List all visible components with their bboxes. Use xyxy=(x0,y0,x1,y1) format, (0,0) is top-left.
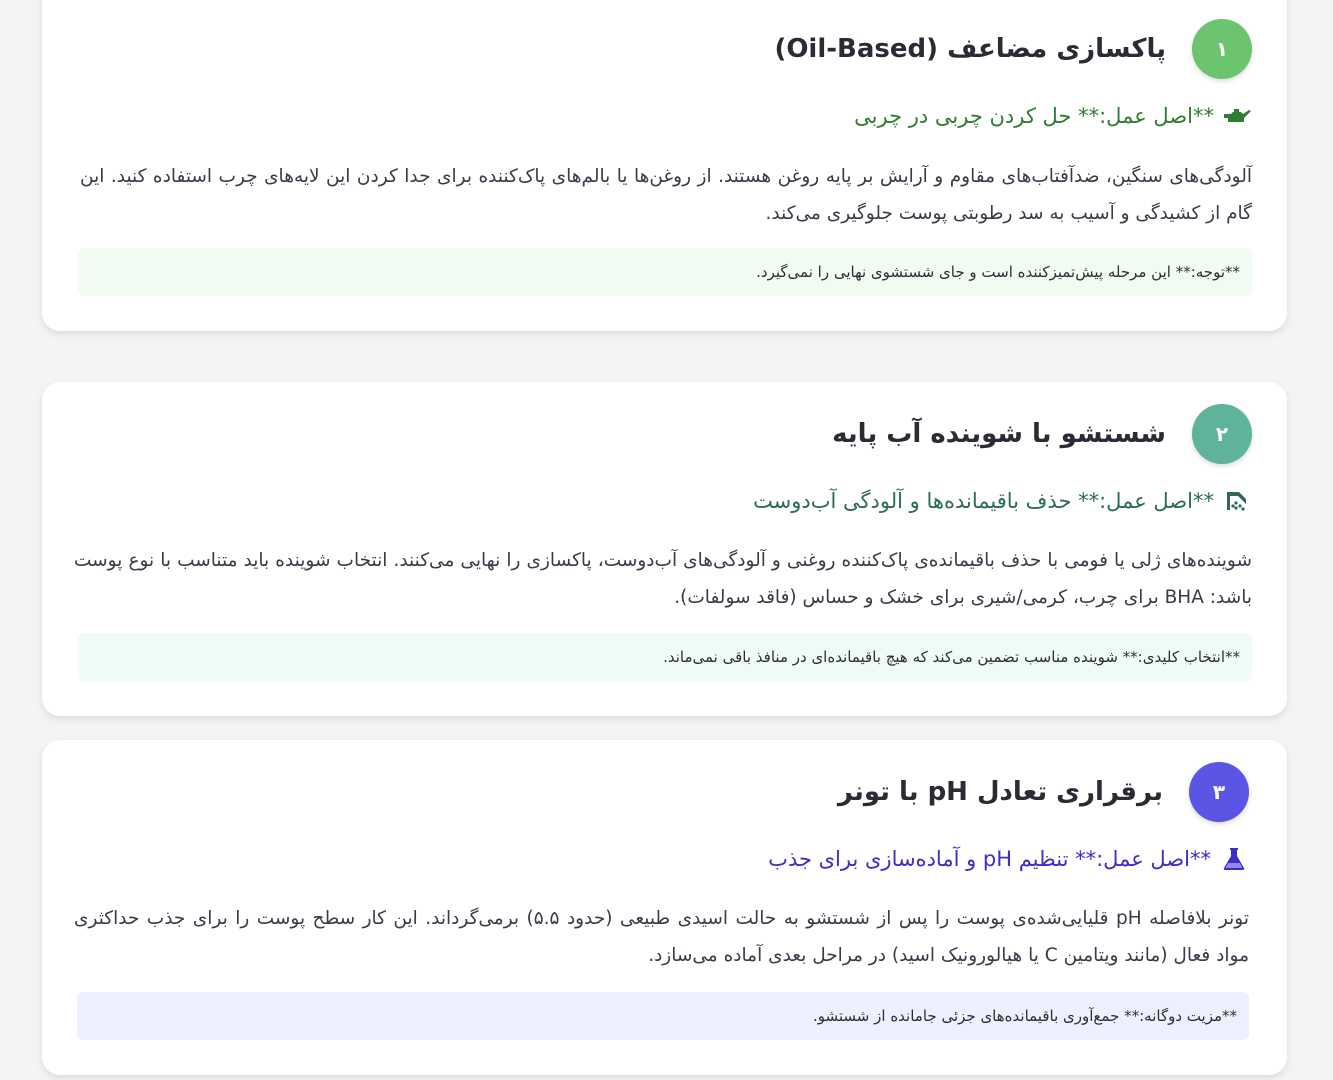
step-principle xyxy=(768,847,1249,871)
step-title: برقراری تعادل pH با تونر xyxy=(837,777,1163,807)
principle-text: **اصل عمل:** حذف باقیمانده‌ها و آلودگی آب‌دوست xyxy=(753,489,1214,513)
step-card-2 xyxy=(42,382,1287,716)
step-description: آلودگی‌های سنگین، ضدآفتاب‌های مقاوم و آرایش بر پایه روغن هستند. از روغن‌ها یا بالم‌های پاک‌کننده برای جدا کردن این لایه‌های چرب استفاده کنید. این گام از کشیدگی و آسیب به سد رطوبتی پوست جلوگیری می‌کند. xyxy=(80,166,1252,224)
step-note: **مزیت دوگانه:** جمع‌آوری باقیمانده‌های جزئی جامانده از شستشو. xyxy=(77,992,1249,1040)
step-note: **انتخاب کلیدی:** شوینده مناسب تضمین می‌کند که هیچ باقیمانده‌ای در منافذ باقی نمی‌ماند. xyxy=(78,633,1252,681)
step-header xyxy=(774,19,1252,79)
step-header xyxy=(838,762,1249,822)
step-description: شوینده‌های ژلی یا فومی با حذف باقیمانده‌ی پاک‌کننده روغنی و آلودگی‌های آب‌دوست، پاکسازی را نهایی می‌کنند. انتخاب شوینده باید متناسب با نوع پوست باشد: BHA برای چرب، کرمی/شیری برای خشک و حساس (فاقد سولفات). xyxy=(74,550,1252,608)
shower-icon xyxy=(1222,489,1252,513)
flask-icon xyxy=(1219,847,1249,871)
step-principle xyxy=(753,489,1252,513)
step-principle xyxy=(854,104,1252,128)
step-title: شستشو با شوینده آب پایه xyxy=(832,419,1166,449)
step-description: تونر بلافاصله pH قلیایی‌شده‌ی پوست را پس از شستشو به حالت اسیدی طبیعی (حدود ۵.۵) برمی‌گرداند. این کار سطح پوست را برای جذب حداکثری مواد فعال (مانند ویتامین C یا هیالورونیک اسید) در مراحل بعدی آماده می‌سازد. xyxy=(74,908,1249,966)
step-card-3 xyxy=(42,740,1287,1075)
step-header xyxy=(832,404,1252,464)
step-card-1 xyxy=(42,0,1287,331)
step-number-badge: ۳ xyxy=(1189,762,1249,822)
principle-text: **اصل عمل:** حل کردن چربی در چربی xyxy=(854,104,1214,128)
principle-text: **اصل عمل:** تنظیم pH و آماده‌سازی برای جذب xyxy=(768,847,1211,871)
step-number-badge: ۱ xyxy=(1192,19,1252,79)
step-number-badge: ۲ xyxy=(1192,404,1252,464)
oil-can-icon xyxy=(1222,104,1252,128)
step-title: پاکسازی مضاعف (Oil-Based) xyxy=(774,34,1166,64)
step-note: **توجه:** این مرحله پیش‌تمیزکننده است و جای شستشوی نهایی را نمی‌گیرد. xyxy=(78,248,1252,296)
